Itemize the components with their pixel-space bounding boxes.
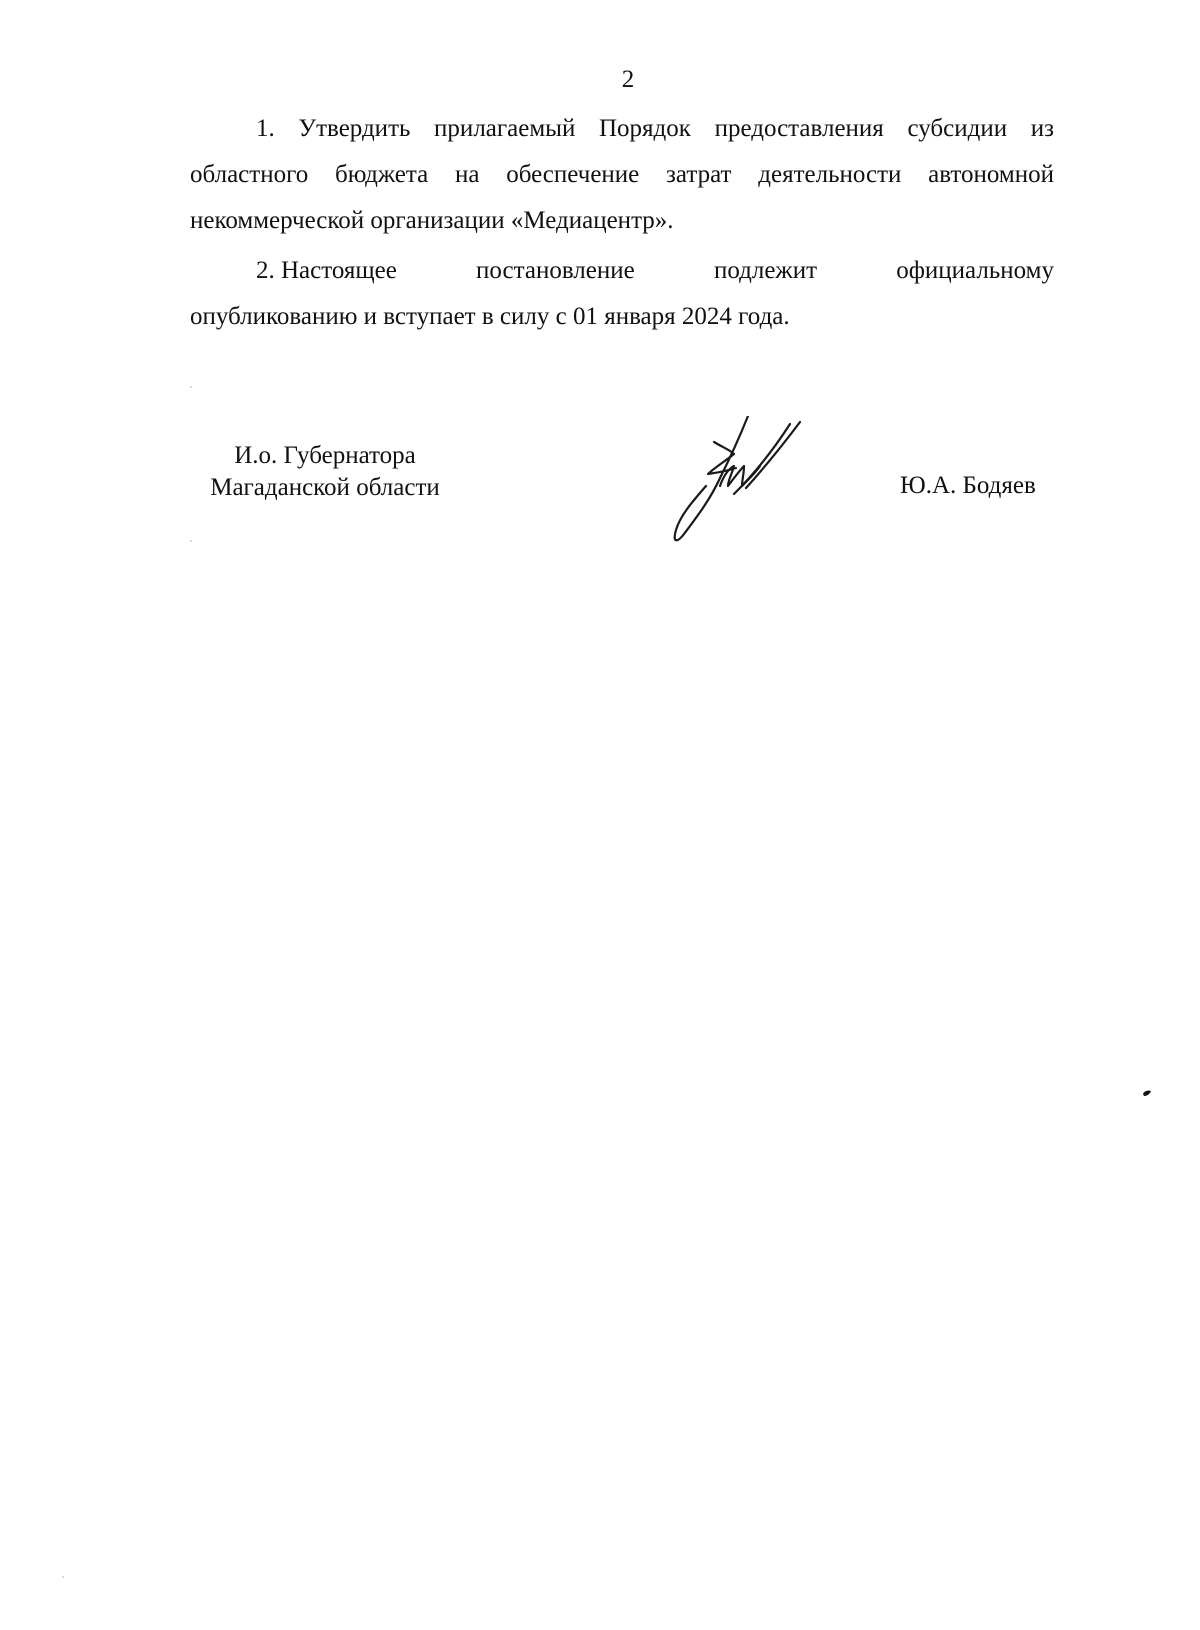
paragraph-2	[190, 248, 1054, 340]
scan-dot	[190, 386, 192, 388]
paragraph-2-word: официальному	[896, 257, 1054, 284]
signatory-name: Ю.А. Бодяев	[900, 472, 1036, 499]
paragraph-2-line-2: опубликованию и вступает в силу с 01 января 2024 года.	[190, 303, 790, 330]
signatory-position-line-1: И.о. Губернатора	[234, 442, 416, 469]
paragraph-1: 1. Утвердить прилагаемый Порядок предоставления субсидии из областного бюджета на обеспечение затрат деятельности автономной некоммерческой организации «Медиацентр».	[190, 115, 1054, 234]
paragraph-2-word: постановление	[476, 257, 635, 284]
signatory-position-line-2: Магаданской области	[210, 474, 440, 501]
scan-dot	[62, 1576, 64, 1578]
paragraph-2-line-1	[190, 248, 1054, 294]
paragraph-2-word: подлежит	[713, 257, 817, 284]
paragraph-2-word: 2. Настоящее	[256, 257, 397, 284]
signatory-position	[190, 440, 460, 504]
scan-dot	[190, 540, 192, 542]
handwritten-signature	[668, 416, 818, 546]
page-number: 2	[621, 66, 635, 93]
scan-speck	[1142, 1089, 1152, 1097]
